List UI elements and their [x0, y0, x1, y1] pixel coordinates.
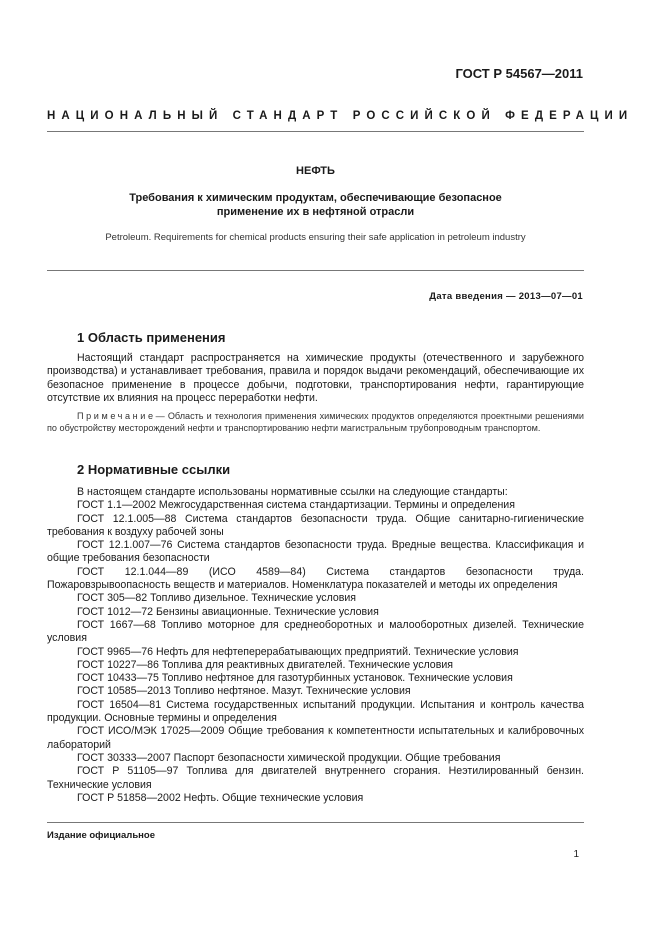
reference-item: ГОСТ 12.1.044—89 (ИСО 4589—84) Система стандартов безопасности труда. Пожаровзрывоопасность веществ и материалов. Номенклатура показателей и методы их определения — [47, 565, 584, 592]
reference-item: ГОСТ 10585—2013 Топливо нефтяное. Мазут. Технические условия — [77, 685, 411, 698]
reference-item: ГОСТ Р 51105—97 Топлива для двигателей внутреннего сгорания. Неэтилированный бензин. Технические условия — [47, 765, 584, 791]
title-divider — [47, 270, 584, 271]
footer-divider — [47, 822, 584, 823]
reference-item: ГОСТ 16504—81 Система государственных испытаний продукции. Испытания и контроль качества продукции. Основные термины и определения — [47, 698, 584, 725]
reference-item: ГОСТ 12.1.005—88 Система стандартов безопасности труда. Общие санитарно-гигиенические требования к воздуху рабочей зоны — [47, 512, 584, 538]
national-standard-heading: НАЦИОНАЛЬНЫЙ СТАНДАРТ РОССИЙСКОЙ ФЕДЕРАЦИИ — [47, 110, 634, 122]
note-label: Примечание — [77, 411, 156, 421]
normative-references — [47, 486, 584, 805]
reference-item: ГОСТ 30333—2007 Паспорт безопасности химической продукции. Общие требования — [77, 751, 501, 764]
reference-item: ГОСТ Р 51858—2002 Нефть. Общие технические условия — [77, 791, 364, 804]
reference-item: ГОСТ 1667—68 Топливо моторное для среднеоборотных и малооборотных дизелей. Технические условия — [47, 618, 584, 645]
references-intro: В настоящем стандарте использованы нормативные ссылки на следующие стандарты: — [77, 486, 508, 498]
subtitle-line-1: Требования к химическим продуктам, обеспечивающие безопасное — [129, 192, 502, 204]
english-title: Petroleum. Requirements for chemical products ensuring their safe application in petroleum industry — [105, 232, 526, 243]
document-code: ГОСТ Р 54567—2011 — [455, 66, 583, 81]
reference-item: ГОСТ 10227—86 Топлива для реактивных двигателей. Технические условия — [77, 658, 453, 671]
document-title: НЕФТЬ — [296, 165, 335, 177]
document-subtitle — [47, 192, 584, 219]
reference-item: ГОСТ 9965—76 Нефть для нефтеперерабатывающих предприятий. Технические условия — [77, 645, 519, 658]
reference-item: ГОСТ 12.1.007—76 Система стандартов безопасности труда. Вредные вещества. Классификация и общие требования безопасности — [47, 539, 584, 565]
section-1-text — [47, 352, 584, 405]
reference-item: ГОСТ 10433—75 Топливо нефтяное для газотурбинных установок. Технические условия — [77, 672, 513, 685]
reference-item: ГОСТ 305—82 Топливо дизельное. Технические условия — [77, 592, 357, 605]
official-edition-label: Издание официальное — [47, 830, 155, 841]
page-number: 1 — [573, 849, 579, 860]
reference-item: ГОСТ ИСО/МЭК 17025—2009 Общие требования к компетентности испытательных и калибровочных лабораторий — [47, 725, 584, 751]
header-divider — [47, 131, 584, 132]
section-1-heading: 1 Область применения — [77, 330, 226, 345]
scope-paragraph: Настоящий стандарт распространяется на химические продукты (отечественного и зарубежного производства) и устанавливает требования, правила и порядок выдачи рекомендаций, обеспечивающие их безопасное применение в процессе добычи, подготовки, транспортирования нефти, гарантирующие отсутствие их влияния на процесс переработки нефти. — [47, 352, 584, 404]
subtitle-line-2: применение их в нефтяной отрасли — [216, 205, 415, 218]
scope-note — [47, 410, 584, 434]
reference-item: ГОСТ 1.1—2002 Межгосударственная система стандартизации. Термины и определения — [77, 499, 515, 512]
section-2-heading: 2 Нормативные ссылки — [77, 462, 231, 477]
reference-item: ГОСТ 1012—72 Бензины авиационные. Технические условия — [77, 605, 379, 618]
introduction-date: Дата введения — 2013—07—01 — [429, 291, 583, 302]
note-text: — Область и технология применения химических продуктов определяются проектными решениями по обустройству месторождений нефти и транспортированию нефти магистральным трубопроводным транспортом. — [47, 411, 584, 434]
